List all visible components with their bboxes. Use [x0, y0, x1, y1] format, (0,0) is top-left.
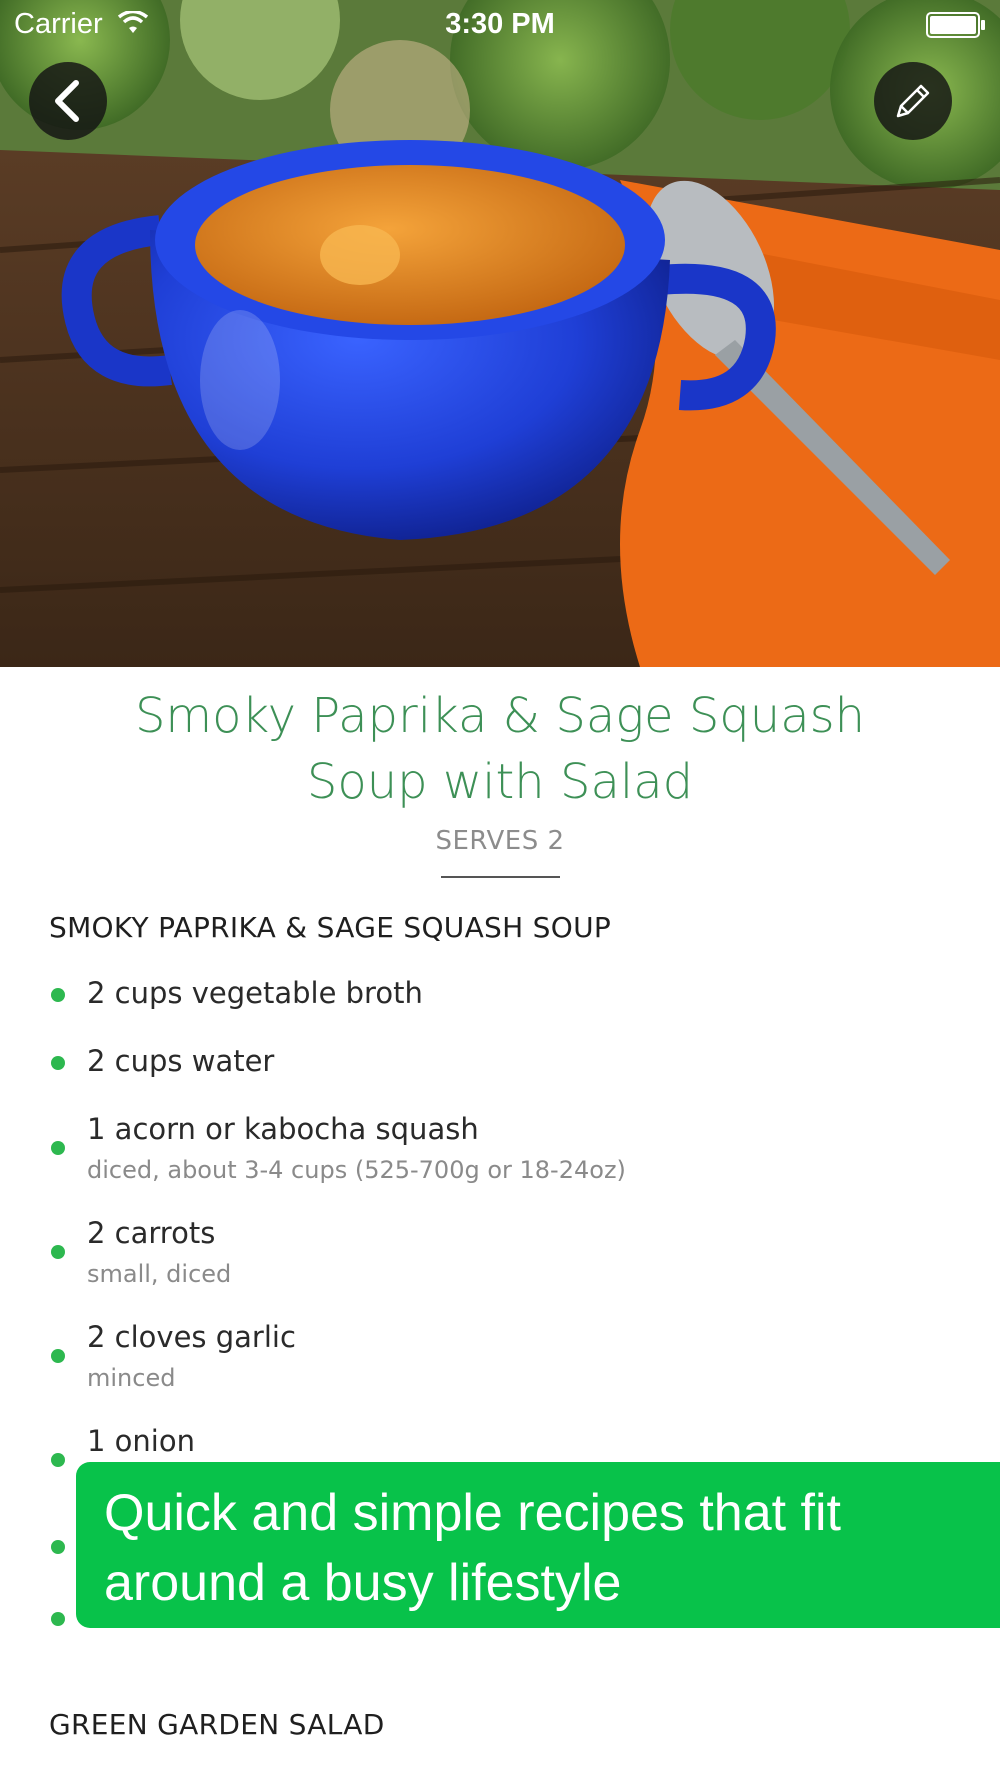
- ingredient-name: 1 acorn or kabocha squash: [87, 1112, 479, 1146]
- ingredient-note: small, diced: [87, 1260, 232, 1288]
- serves-label: SERVES 2: [435, 826, 565, 856]
- ingredient-name: 2 cups water: [87, 1044, 275, 1078]
- recipe-hero-image: [0, 0, 1000, 667]
- bullet-icon: [51, 1245, 65, 1259]
- ingredient-name: 1 onion: [87, 1424, 195, 1458]
- recipe-title-line1: Smoky Paprika & Sage Squash: [134, 688, 866, 744]
- recipe-title-line2: Soup with Salad: [306, 754, 694, 810]
- ingredient-note: diced, about 3-4 cups (525-700g or 18-24oz): [87, 1156, 626, 1184]
- back-button[interactable]: [29, 62, 107, 140]
- bullet-icon: [51, 988, 65, 1002]
- edit-button[interactable]: [874, 62, 952, 140]
- section-heading-salad: GREEN GARDEN SALAD: [49, 1708, 385, 1741]
- bullet-icon: [51, 1612, 65, 1626]
- battery-icon: [926, 12, 986, 38]
- status-time: 3:30 PM: [445, 8, 555, 40]
- section-heading-soup: SMOKY PAPRIKA & SAGE SQUASH SOUP: [49, 911, 612, 944]
- carrier-label: Carrier: [14, 8, 103, 40]
- bullet-icon: [51, 1056, 65, 1070]
- bullet-icon: [51, 1349, 65, 1363]
- ingredient-name: 2 cloves garlic: [87, 1320, 296, 1354]
- title-divider: [441, 876, 560, 878]
- chevron-left-icon: [48, 79, 88, 123]
- bullet-icon: [51, 1141, 65, 1155]
- ingredient-name: 2 cups vegetable broth: [87, 976, 423, 1010]
- bullet-icon: [51, 1453, 65, 1467]
- promo-banner[interactable]: [76, 1462, 1000, 1628]
- recipe-title: [80, 683, 920, 815]
- ingredient-name: 2 carrots: [87, 1216, 216, 1250]
- ingredient-note: minced: [87, 1364, 176, 1392]
- status-bar: [0, 0, 1000, 50]
- pencil-icon: [890, 78, 936, 124]
- bullet-icon: [51, 1540, 65, 1554]
- promo-text: Quick and simple recipes that fit around a busy lifestyle: [104, 1484, 841, 1612]
